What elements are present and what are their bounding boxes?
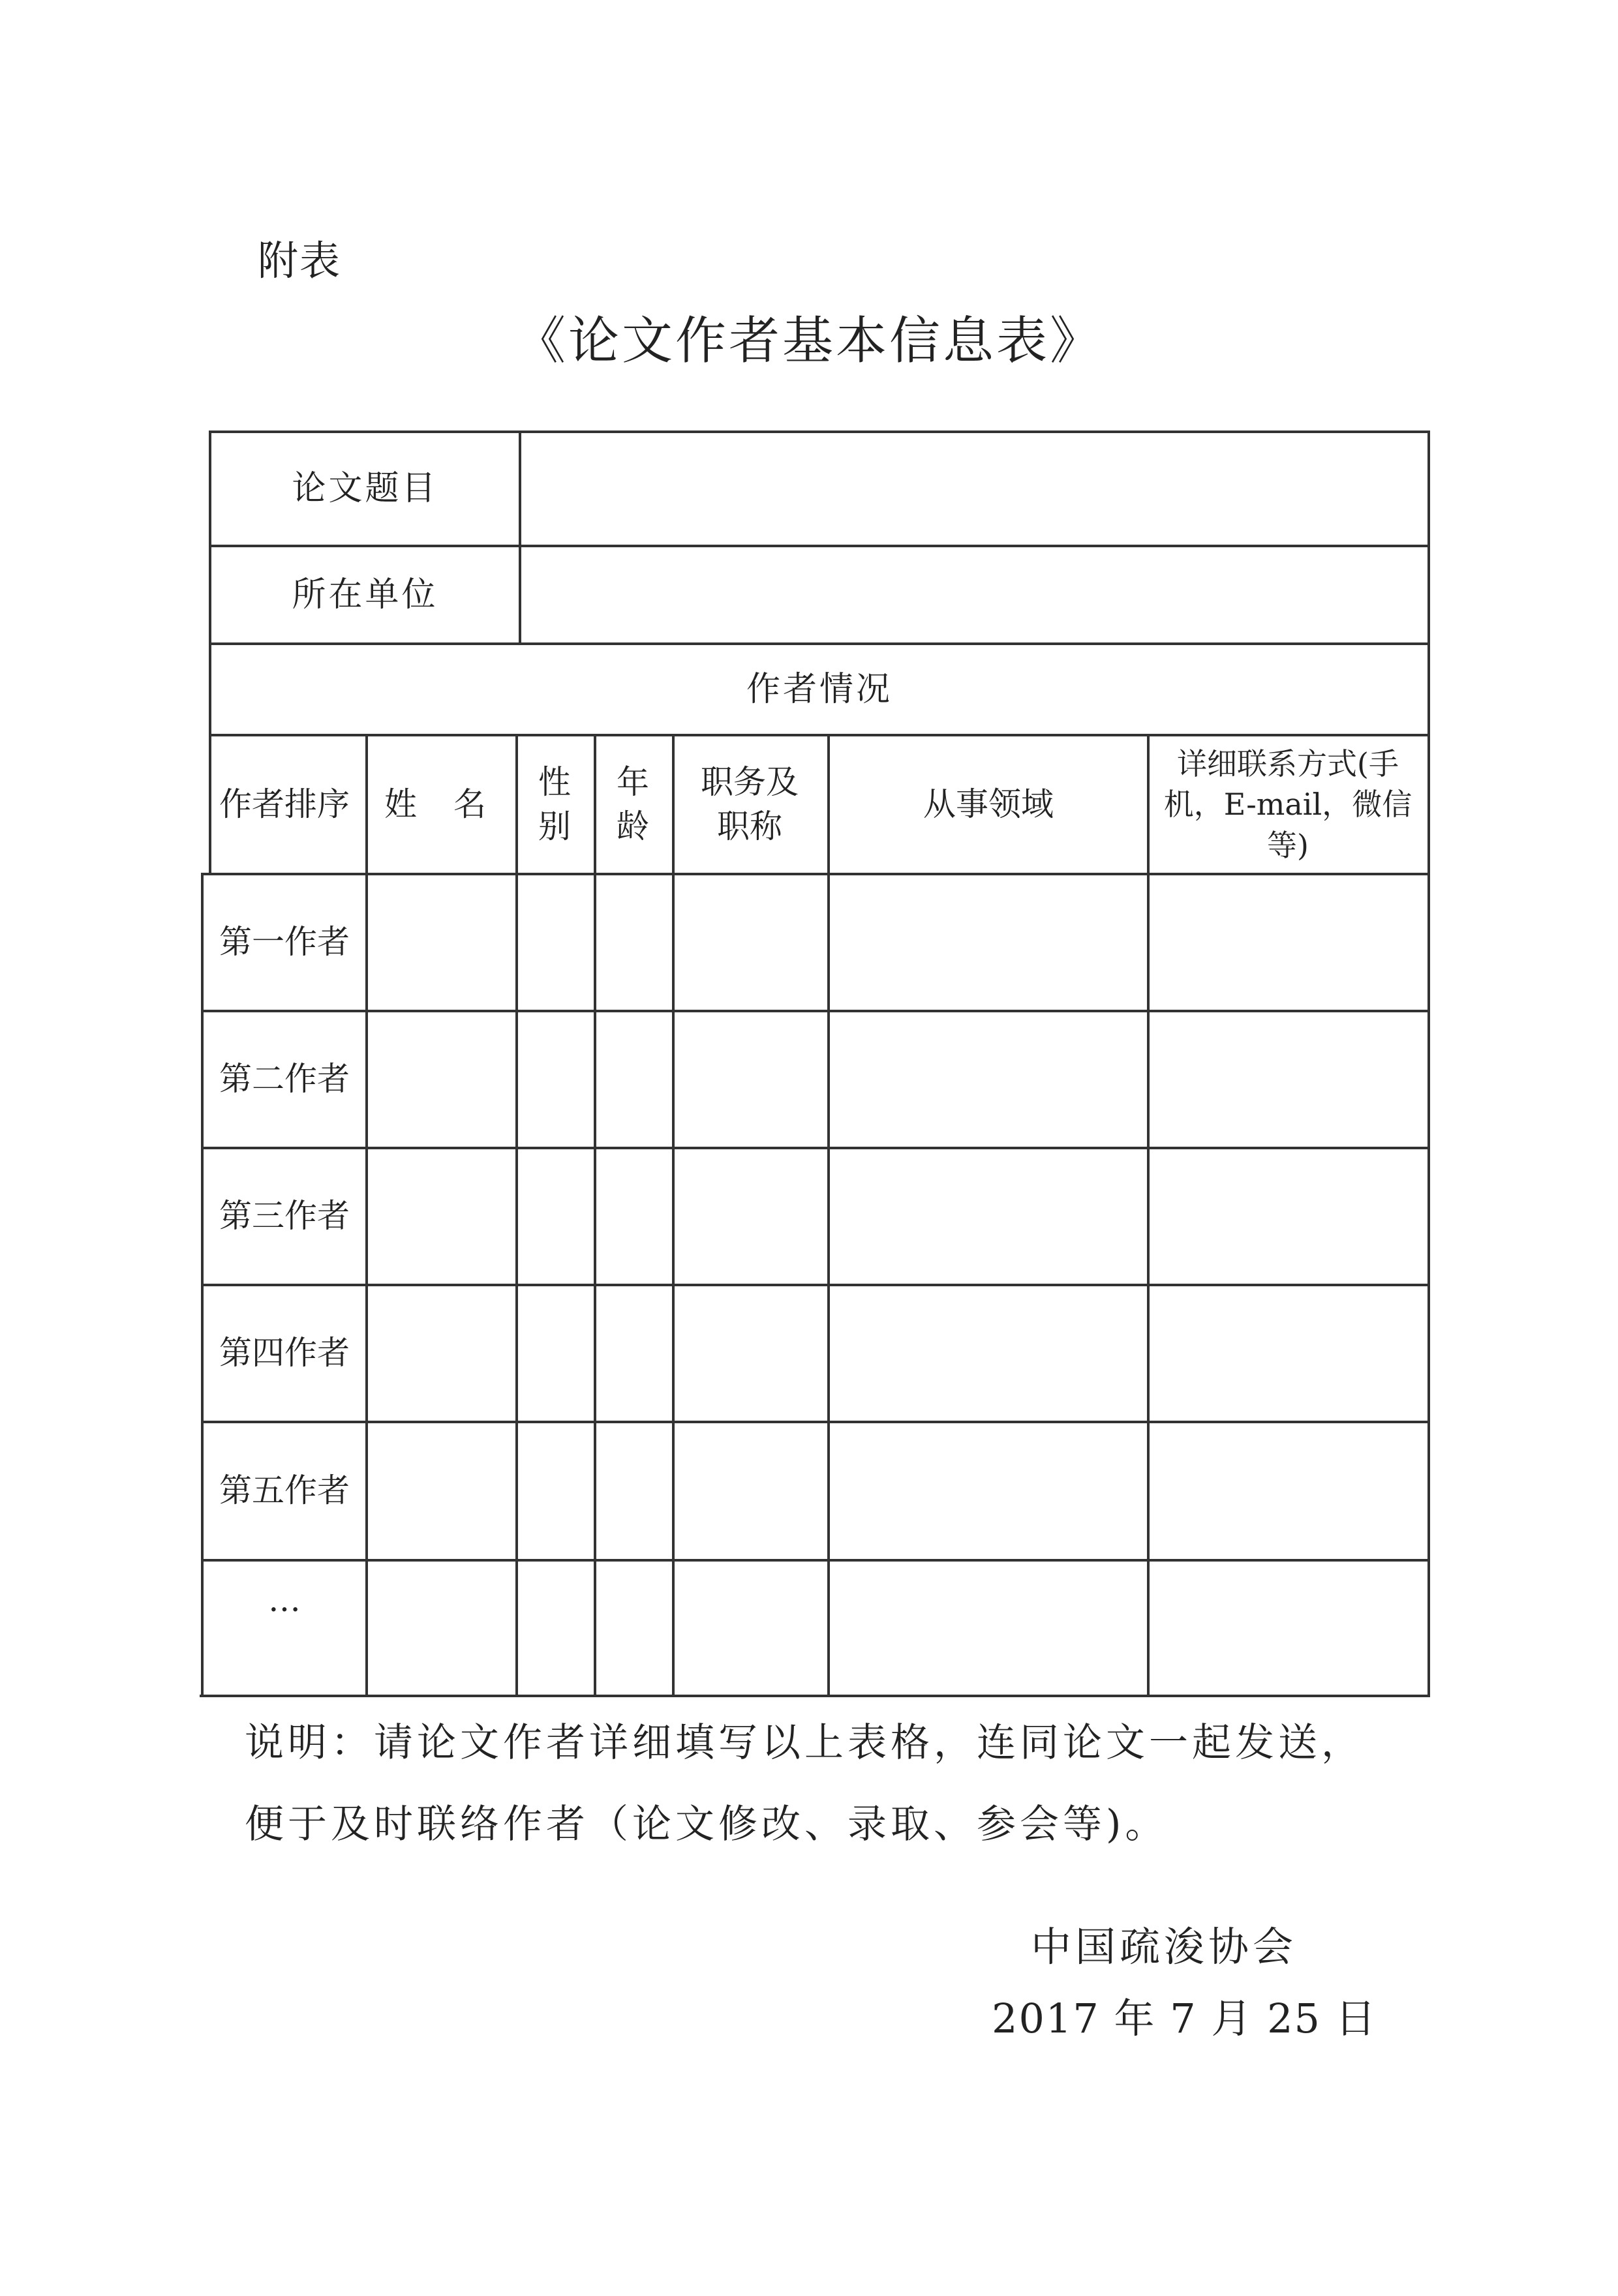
table-line bbox=[365, 734, 368, 1697]
table-line bbox=[594, 734, 596, 1697]
table-line bbox=[827, 734, 830, 1697]
col-header-name: 姓 名 bbox=[384, 785, 499, 823]
col-header-title: 职务及职称 bbox=[701, 763, 799, 845]
row-label-first-author: 第一作者 bbox=[219, 923, 350, 961]
table-border-bottom bbox=[200, 1695, 1430, 1697]
instructions-note: 说明：请论文作者详细填写以上表格，连同论文一起发送，便于及时联络作者（论文修改、录取、参会等)。 bbox=[245, 1720, 1364, 1847]
row-label-fourth-author: 第四作者 bbox=[219, 1334, 350, 1372]
row-label-third-author: 第三作者 bbox=[219, 1197, 350, 1235]
form-title: 《论文作者基本信息表》 bbox=[514, 312, 1103, 370]
col-header-age: 年龄 bbox=[617, 763, 649, 845]
col-header-contact: 详细联系方式(手机，E-mail，微信等) bbox=[1163, 746, 1412, 863]
table-line bbox=[202, 1421, 1430, 1423]
col-header-order: 作者排序 bbox=[219, 785, 350, 823]
col-header-field: 从事领域 bbox=[923, 785, 1054, 823]
unit-field[interactable] bbox=[521, 547, 1427, 642]
table-line bbox=[202, 873, 1430, 875]
paper-title-label: 论文题目 bbox=[292, 469, 438, 509]
table-line bbox=[202, 1284, 1430, 1286]
issue-date: 2017 年 7 月 25 日 bbox=[992, 1995, 1377, 2042]
table-line bbox=[515, 734, 518, 1697]
appendix-label: 附表 bbox=[258, 237, 342, 284]
section-header: 作者情况 bbox=[746, 669, 893, 709]
paper-title-field[interactable] bbox=[521, 433, 1427, 545]
col-header-gender: 性别 bbox=[538, 763, 571, 845]
table-line bbox=[202, 1010, 1430, 1012]
row-label-fifth-author: 第五作者 bbox=[219, 1472, 350, 1510]
row-label-second-author: 第二作者 bbox=[219, 1060, 350, 1098]
table-line bbox=[202, 1559, 1430, 1562]
unit-label: 所在单位 bbox=[292, 575, 438, 614]
row-label-more: … bbox=[268, 1581, 301, 1620]
table-line bbox=[672, 734, 675, 1697]
organization-name: 中国疏浚协会 bbox=[1031, 1923, 1298, 1971]
table-line bbox=[1147, 734, 1150, 1697]
table-line bbox=[202, 1147, 1430, 1149]
table-border-right bbox=[1427, 430, 1430, 1697]
